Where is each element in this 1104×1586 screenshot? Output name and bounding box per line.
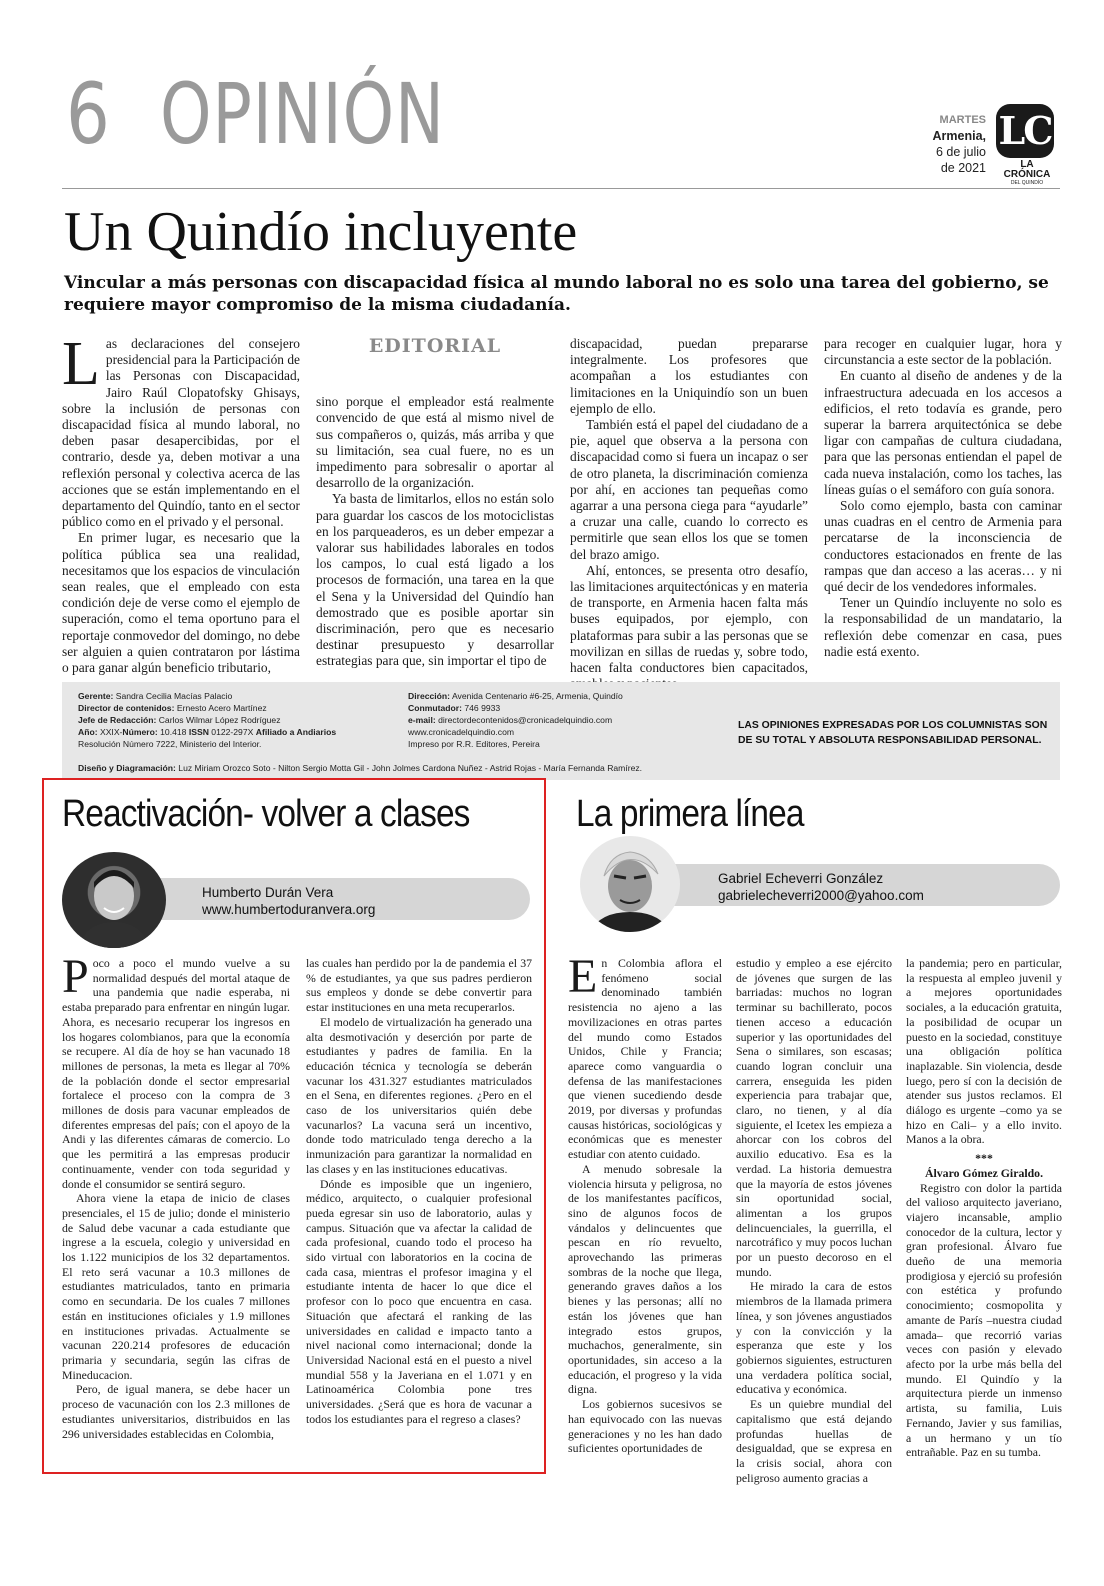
editorial-paragraph: Ahí, entonces, se presenta otro desafío, las limitaciones arquitectónicas y en materia de transporte, en Armenia hacen falta más buses equipados, por ejemplo, con plataformas para subir a las personas que se movilizan en sillas de ruedas y, sobre todo, hacen falta conductores bien capacitados, bbox=[570, 562, 808, 676]
editorial-paragraph: Tener un Quindío incluyente no solo es la responsabilidad de un mandatario, la reflexión debe comenzar en casa, pues nadie está exento. bbox=[824, 595, 1062, 659]
article-paragraph: n Colombia aflora el fenómeno social denominado también resistencia no ajeno a las movilizaciones en otras partes del mundo como Estados Unidos, Chile y Francia; aparece como vanguardia o defensa de las manifestaciones que vienen sucediendo desde 2019, por diversas y profundas causas históricas, sociológicas y económicas que es menester estudiar con atento cuidado. bbox=[568, 956, 722, 1162]
article-paragraph: Es un quiebre mundial del capitalismo que está dejando profundas huellas de desigualdad, que se expresa en la crisis social, ahora con peligroso aumento gracias a bbox=[736, 1397, 892, 1485]
article-paragraph: Dónde es imposible que un ingeniero, médico, arquitecto, o cualquier profesional pueda egresar sin uso de laboratorio, aulas y campus. Situación que va afectar la calidad de cada profesional, cuando todo el proceso ha sido virtual con laboratorios en la cocina de cada casa, mientras el profesor imagina y el estudiante intenta de hacer lo que dice el profesor con lo poco que encuentra en casa. Situación que afectará el ranking de las universidades en calidad e impacto tanto a nivel nacional como internacional; donde la Universidad Nacional está en el puesto a nivel mundial 558 y la Javeriana en el 1.071 y en Latinoamérica Colombia pone tres universidades. ¿Será que es hora de vacunar a todos los estudiantes para el regreso a clases? bbox=[306, 1176, 532, 1426]
weekday: MARTES bbox=[939, 114, 986, 126]
editorial-paragraph: as declaraciones del consejero presidencial para la Participación de las Personas con Discapacidad, Jairo Raúl Clopatofsky Ghisays, sobre la inclusión de personas con discapacidad física al mundo laboral, no deben pasar desapercibidas, por el contrario, desde ya, deben motivar a una reflexión personal y colectiva acerca de las acciones que se están implementando en el departamento del Quindío, tanto en el sector público como en el privado y el personal. bbox=[62, 336, 300, 530]
staff-design: Diseño y Diagramación: Luz Miriam Orozco Soto - Nilton Sergio Motta Gil - John Jolmes Cardona Nuñez - Astrid Rojas - María Fernanda Ramírez. bbox=[78, 763, 643, 773]
portrait-icon bbox=[62, 852, 166, 948]
column-right-email: gabrielecheverri2000@yahoo.com bbox=[718, 888, 924, 903]
article-paragraph: El modelo de virtualización ha generado una alta desmotivación y deserción por parte de estudiantes y padres de familia. En la educación técnica y tecnología se deberán vacunar los 431.327 estudiantes matriculados en el Sena, en diferentes regiones. ¿Pero en el caso de los universitarios quién debe vacunarlos? La vacuna será un incentivo, donde todo matriculado tenga derecho a la inmunización para garantizar la normalidad en las clases y en las instituciones educativas. bbox=[306, 1014, 532, 1176]
portrait-icon bbox=[580, 836, 680, 932]
article-paragraph: oco a poco el mundo vuelve a su normalidad después del mortal ataque de una pandemia que nadie esperaba, ni estaba preparado para enfrentar en ningún lugar. Ahora, es necesario recuperar los ingresos en los hogares colombianos, para que la economía se recupere. Al día de hoy se han vacunado 18 millones de personas, la meta es llegar al 70% de la población donde el sector empresarial fortalece el proceso con la compra de 3 millones de dosis para vacunar empleados de diferentes empresas del país; con el apoyo de la Andi y las diferentes cámaras de comercio. Lo que les permitirá a las empresas producir continuamente, vender con toda seguridad y donde el consumidor se sentirá seguro. bbox=[62, 956, 290, 1191]
staff-middle: Dirección: Avenida Centenario #6-25, Armenia, Quindío Conmutador: 746 9933 e-mail: directordecontenidos@cronicadelquindio.com www.cronicadelquindio.com Impreso por R.R. Editores, Pereira bbox=[408, 691, 623, 749]
editorial-paragraph: Ya basta de limitarlos, ellos no están solo para guardar los cascos de los motociclistas en los parqueaderos, es un deber empezar a valorar sus habilidades laborales en todos los campos, lo cual está ligado a los procesos de formación, una tarea en la que el Sena y la Universidad del Quindío han demostrado que es posible aportar sin discriminación, pero que es necesario destinar presupuesto y desarrollar estrategias para que, sin importar el tipo de bbox=[316, 491, 554, 669]
article-paragraph: la pandemia; pero en particular, la respuesta al empleo juvenil y a mejores oportunidades sociales, a la educación gratuita, la posibilidad de ocupar un puesto en la sociedad, constituye una obligación política inaplazable. Sin violencia, desde luego, pero sí con la decisión de atender sus justos reclamos. El diálogo es urgente –como ya se hizo en Cali– y a ello invito. Manos a la obra. bbox=[906, 956, 1062, 1147]
column-left-author-bar bbox=[120, 878, 530, 920]
header-rule bbox=[62, 188, 1060, 189]
tribute-heading: Álvaro Gómez Giraldo. bbox=[924, 1165, 1044, 1180]
editorial-paragraph: sino porque el empleador está realmente convencido de que está al mismo nivel de sus compañeros o, quizás, más arriba y que su limitación, sea cual fuere, no es un impedimento para sobresalir o aportar al desarrollo de la organización. bbox=[316, 394, 554, 491]
newspaper-logo bbox=[996, 104, 1058, 186]
column-right-dropcap: E bbox=[568, 950, 598, 1003]
article-paragraph: He mirado la cara de estos miembros de la llamada primera línea, y son jóvenes angustiados y con la convicción y la esperanza que este y los gobiernos siguientes, estructuren una verdadera política social, educativa y económica. bbox=[736, 1279, 892, 1397]
editorial-paragraph: para recoger en cualquier lugar, hora y circunstancia a este sector de la población. bbox=[824, 336, 1062, 368]
article-paragraph: A menudo sobresale la violencia hirsuta y peligrosa, no de los manifestantes pacíficos, sino de algunos focos de vándalos y delincuentes que pescan en río revuelto, aprovechando las primeras sombras de la noche que llega, generando graves daños a los bienes y las personas; allí no están los jóvenes que han integrado estos grupos, muchachos, generalmente, sin oportunidades, sin acceso a la educación, el progreso y la vida digna. bbox=[568, 1161, 722, 1397]
logo-letters: LC bbox=[996, 104, 1054, 158]
column-right-author: Gabriel Echeverri González bbox=[718, 871, 884, 886]
date-block bbox=[933, 112, 987, 176]
column-right-col-1 bbox=[568, 950, 722, 1456]
editorial-label: EDITORIAL bbox=[368, 335, 502, 357]
date: 6 de julio bbox=[935, 145, 986, 159]
editorial-headline: Un Quindío incluyente bbox=[64, 201, 578, 263]
editorial-paragraph: Solo como ejemplo, basta con caminar unas cuadras en el centro de Armenia para percatarse de la inconsciencia de conductores estacionados en frente de las rampas que dan acceso a las aceras… y ni qué decir de los vendedores informales. bbox=[824, 498, 1062, 595]
staff-left: Gerente: Sandra Cecilia Macías Palacio Director de contenidos: Ernesto Acero Martínez Jefe de Redacción: Carlos Wilmar López Rodríguez Año: XXIX-Número: 10.418 ISSN 0122-297X Afiliado a Andiarios Resolución Número 7222, Ministerio del Interior. bbox=[78, 691, 337, 749]
editorial-column-1 bbox=[62, 330, 300, 676]
article-paragraph: Ahora viene la etapa de inicio de clases presenciales, el 15 de julio; donde el ministerio de Salud debe vacunar a cada estudiante que ingrese a la escuela, colegio y universidad en los 1.122 municipios de los 32 departamentos. El reto será vacunar a 10.3 millones de estudiantes matriculados, tanto en primaria como en secundaria. De los cuales 7 millones están en instituciones oficiales y 1.9 millones en instituciones privadas. Actualmente se vacunan 220.214 profesores de educación primaria y secundaria, según las cifras de Mineducacion. bbox=[62, 1191, 290, 1382]
disclaimer: LAS OPINIONES EXPRESADAS POR LOS COLUMNISTAS SON DE SU TOTAL Y ABSOLUTA RESPONSABILIDAD PERSONAL. bbox=[738, 720, 1048, 746]
column-left-col-1 bbox=[62, 950, 290, 1441]
staff-box bbox=[62, 682, 1060, 780]
column-right-author-bar bbox=[640, 864, 1060, 906]
page-number: 6 bbox=[66, 65, 112, 163]
editorial-paragraph: En primer lugar, es necesario que la política pública sea una realidad, necesitamos que los espacios de vinculación sean reales, que el empleado con esta condición deje de verse como el ejemplo de superación, como el tema oportuno para el reportaje conmovedor del domingo, no debe ser alguien a quien contrataron por lástima o para ganar algún beneficio tributario, bbox=[62, 530, 300, 676]
column-left-website: www.humbertoduranvera.org bbox=[202, 902, 376, 917]
editorial-column-2 bbox=[316, 336, 554, 670]
column-left-dropcap: P bbox=[62, 950, 89, 1003]
section-title: OPINIÓN bbox=[160, 65, 445, 163]
column-left-title: Reactivación- volver a clases bbox=[62, 793, 470, 835]
article-paragraph: las cuales han perdido por la de pandemia el 37 % de estudiantes, ya que sus padres perdieron sus empleos y donde se debe convertir para estar instituciones en una meta recuperarlos. bbox=[306, 956, 532, 1015]
column-right-author-photo bbox=[580, 836, 680, 932]
city: Armenia, bbox=[932, 129, 986, 143]
article-paragraph: estudio y empleo a ese ejército de jóvenes que surgen de las barriadas: muchos no logran terminar su bachillerato, pocos tienen acceso a educación superior y las oportunidades del Sena o similares, son escasas; cuando logran concluir una carrera, enseguida les piden experiencia para trabajar que, claro, no tienen, y al día siguiente, el Icetex les empieza a ahorcar con los cobros del auxilio educativo. Esa es la verdad. La historia demuestra que la mayoría de estos jóvenes sin oportunidad social, alimentan a los grupos delincuenciales, la guerrilla, el narcotráfico y muy pocos luchan por un puesto decoroso en el mundo. bbox=[736, 956, 892, 1279]
editorial-column-4 bbox=[824, 336, 1062, 660]
year: de 2021 bbox=[940, 161, 986, 175]
editorial-paragraph: En cuanto al diseño de andenes y de la infraestructura adecuada en los accesos a edificios, el reto todavía es grande, pero superar la barrera arquitectónica se debe ligar con campañas de cultura ciudadana, para que las personas entiendan el papel de cada nueva instalación, como los taches, las líneas guías o el semáforo con guía sonora. bbox=[824, 368, 1062, 497]
article-paragraph: Registro con dolor la partida del valioso arquitecto javeriano, viajero incansable, amplio conocedor de la cultura, lector y gran profesional. Álvaro fue dueño de una memoria prodigiosa y ejerció su profesión con estética y profundo conocimiento; cosmopolita y amante de París –nuestra ciudad amada– que recorrió varias veces con pasión y elevado afecto por la urbe más bella del mundo. El Quindío y la arquitectura pierde un inmenso artista, su familia, Luis Fernando, Javier y sus familias, a un hermano y un tío entrañable. Paz en su tumba. bbox=[906, 1180, 1062, 1460]
article-paragraph: Pero, de igual manera, se debe hacer un proceso de vacunación con los 2.3 millones de estudiantes universitarios, distribuidos en las 296 universidades establecidas en Colombia, bbox=[62, 1382, 290, 1441]
column-right-col-3 bbox=[906, 956, 1062, 1460]
column-right-title: La primera línea bbox=[576, 793, 804, 835]
editorial-deck: Vincular a más personas con discapacidad física al mundo laboral no es solo una tarea del gobierno, se requiere mayor compromiso de la misma ciudadanía. bbox=[64, 273, 1049, 315]
article-paragraph: Los gobiernos sucesivos se han equivocado con las nuevas generaciones y no les han dado suficientes oportunidades de bbox=[568, 1397, 722, 1456]
column-left-author: Humberto Durán Vera bbox=[202, 885, 334, 900]
column-left-author-photo bbox=[62, 852, 166, 948]
editorial-column-3 bbox=[570, 336, 808, 692]
editorial-paragraph: También está el papel del ciudadano de a pie, aquel que observa a la persona con discapacidad como si fuera un incapaz o ser de otro planeta, la discriminación comienza por ahí, en acciones tan pequeñas como agarrar a una persona ciega para “ayudarle” a cruzar una calle, cuando lo correcto es permitirle que sean ellos los que se tomen del brazo amigo. bbox=[570, 417, 808, 562]
editorial-dropcap: L bbox=[62, 330, 100, 398]
logo-name: LA CRÓNICA bbox=[1003, 159, 1051, 180]
column-right-col-2 bbox=[736, 956, 892, 1485]
separator-stars: *** bbox=[975, 1151, 993, 1166]
editorial-paragraph: discapacidad, puedan prepararse integralmente. Los profesores que acompañan a los estudiantes con limitaciones en la Uniquindío son un buen ejemplo de ello. bbox=[570, 336, 808, 416]
column-left-col-2 bbox=[306, 956, 532, 1427]
logo-sub: DEL QUINDÍO bbox=[1010, 180, 1044, 186]
